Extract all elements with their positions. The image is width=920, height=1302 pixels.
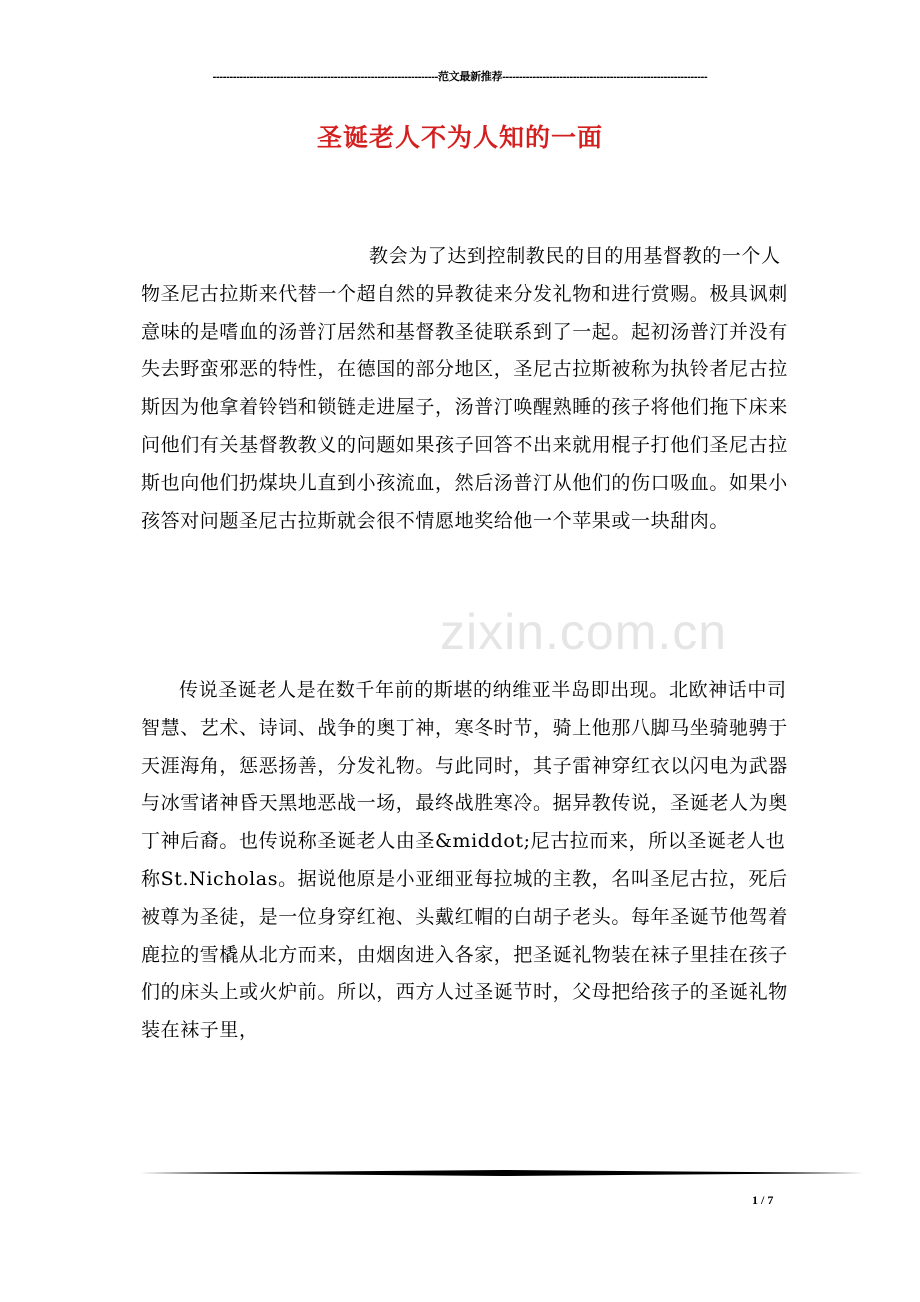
document-title: 圣诞老人不为人知的一面 [316, 123, 603, 152]
header-dashes-left: ------------------------------------------------------------------- [212, 71, 438, 83]
paragraph-1: 教会为了达到控制教民的目的用基督教的一个人物圣尼古拉斯来代替一个超自然的异教徒来分发礼物和进行赏赐。极具讽刺意味的是嗜血的汤普汀居然和基督教圣徒联系到了一起。起初汤普汀并没有失去野蛮邪恶的特性，在德国的部分地区，圣尼古拉斯被称为执铃者尼古拉斯因为他拿着铃铛和锁链走进屋子，汤普汀唤醒熟睡的孩子将他们拖下床来问他们有关基督教教义的问题如果孩子回答不出来就用棍子打他们圣尼古拉斯也向他们扔煤块儿直到小孩流血，然后汤普汀从他们的伤口吸血。如果小孩答对问题圣尼古拉斯就会很不情愿地奖给他一个苹果或一块甜肉。 [141, 245, 788, 532]
header-label: 范文最新推荐 [437, 71, 503, 83]
page-number: 1 / 7 [752, 1193, 774, 1207]
header-dashes-right: ------------------------------------------------------------- [502, 71, 708, 83]
paragraph-2: 传说圣诞老人是在数千年前的斯堪的纳维亚半岛即出现。北欧神话中司智慧、艺术、诗词、战争的奥丁神，寒冬时节，骑上他那八脚马坐骑驰骋于天涯海角，惩恶扬善，分发礼物。与此同时，其子雷神穿红衣以闪电为武器与冰雪诸神昏天黑地恶战一场，最终战胜寒冷。据异教传说，圣诞老人为奥丁神后裔。也传说称圣诞老人由圣&middot;尼古拉而来，所以圣诞老人也称St.Nicholas。据说他原是小亚细亚每拉城的主教，名叫圣尼古拉，死后被尊为圣徒，是一位身穿红袍、头戴红帽的白胡子老头。每年圣诞节他驾着鹿拉的雪橇从北方而来，由烟囱进入各家，把圣诞礼物装在袜子里挂在孩子们的床头上或火炉前。所以，西方人过圣诞节时，父母把给孩子的圣诞礼物装在袜子里， [141, 679, 788, 1042]
header-banner [140, 66, 780, 88]
footer-rule [140, 1170, 864, 1176]
watermark: zixin.com.cn [440, 604, 728, 660]
